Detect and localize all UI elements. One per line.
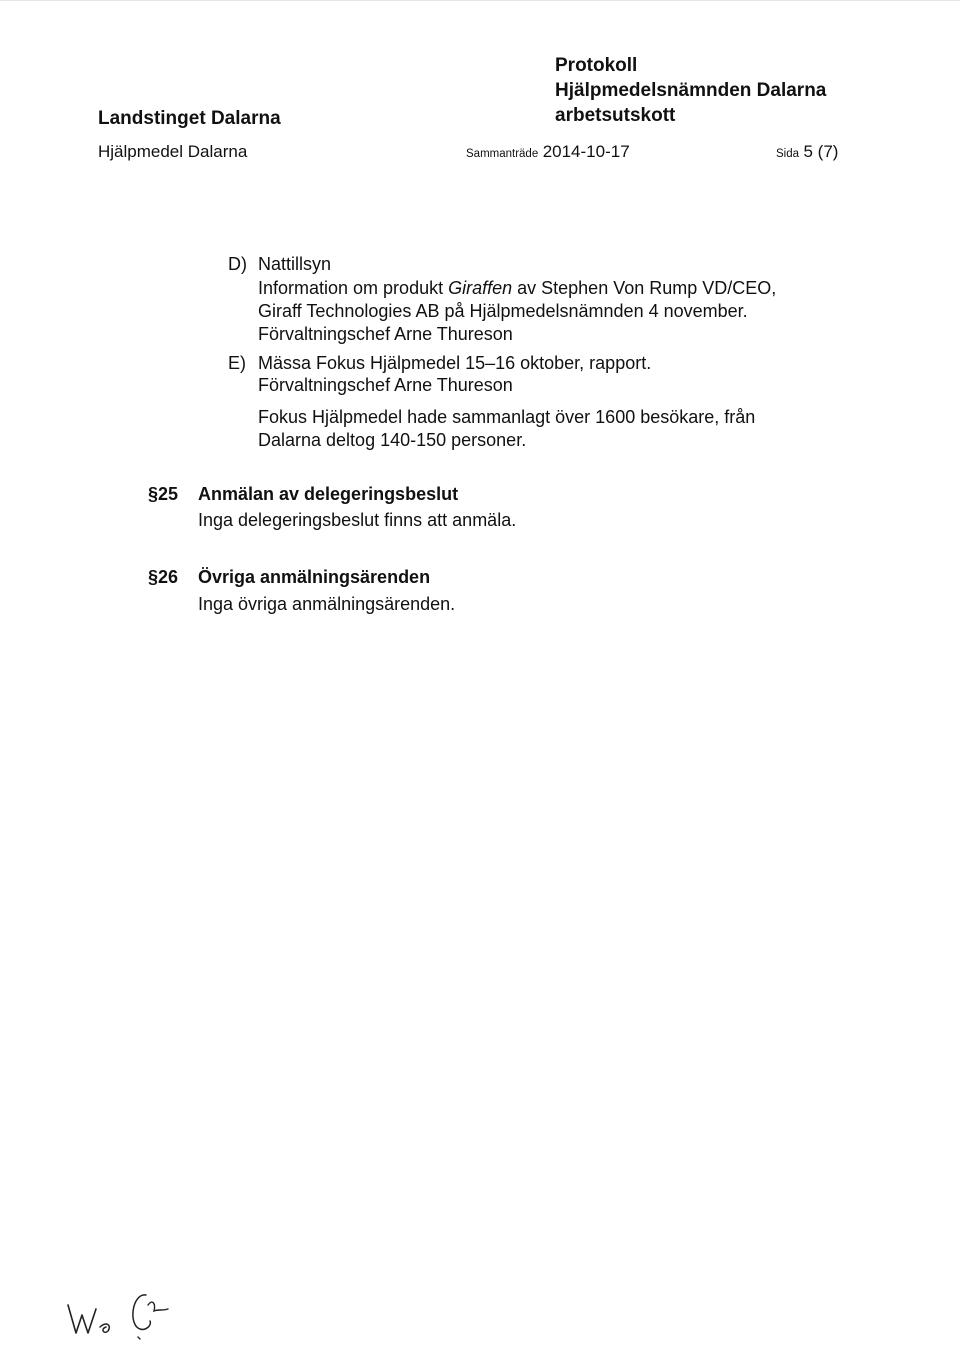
section-25-number: §25 [148,484,179,504]
item-d-title: Nattillsyn [258,254,332,274]
page-top-edge [0,0,960,1]
item-e-presenter: Förvaltningschef Arne Thureson [258,375,513,395]
section-25-text: Inga delegeringsbeslut finns att anmäla. [198,510,517,530]
item-d-label: D) [228,254,247,274]
section-25-title: Anmälan av delegeringsbeslut [198,484,459,504]
unit-name: Hjälpmedel Dalarna [98,142,248,161]
item-d-line1 [258,277,776,299]
subcommittee-name: arbetsutskott [555,105,676,126]
item-e-note-line2: Dalarna deltog 140-150 personer. [258,430,527,450]
document-type: Protokoll [555,55,638,76]
page-number [776,141,838,165]
item-d-line2: Giraff Technologies AB på Hjälpmedelsnämnden 4 november. [258,301,748,321]
meeting-label: Sammanträde [466,148,539,160]
item-e-label: E) [228,353,246,373]
page-number-value: 5 (7) [803,142,839,161]
item-d-presenter: Förvaltningschef Arne Thureson [258,324,513,344]
meeting-date-value: 2014-10-17 [542,142,630,161]
item-d-line1-pre: Information om produkt [258,278,449,298]
organization-name: Landstinget Dalarna [98,108,281,129]
page-label: Sida [776,148,800,160]
section-26-number: §26 [148,567,179,587]
item-e-note-line1: Fokus Hjälpmedel hade sammanlagt över 1600 besökare, från [258,407,756,427]
product-name: Giraffen [448,278,513,298]
item-d-line1-post: av Stephen Von Rump VD/CEO, [512,278,777,298]
handwritten-initials-signature [60,1285,180,1345]
item-e-title: Mässa Fokus Hjälpmedel 15–16 oktober, rapport. [258,353,652,373]
meeting-date [466,141,630,165]
section-26-text: Inga övriga anmälningsärenden. [198,594,456,614]
board-name: Hjälpmedelsnämnden Dalarna [555,80,827,101]
section-26-title: Övriga anmälningsärenden [198,567,431,587]
